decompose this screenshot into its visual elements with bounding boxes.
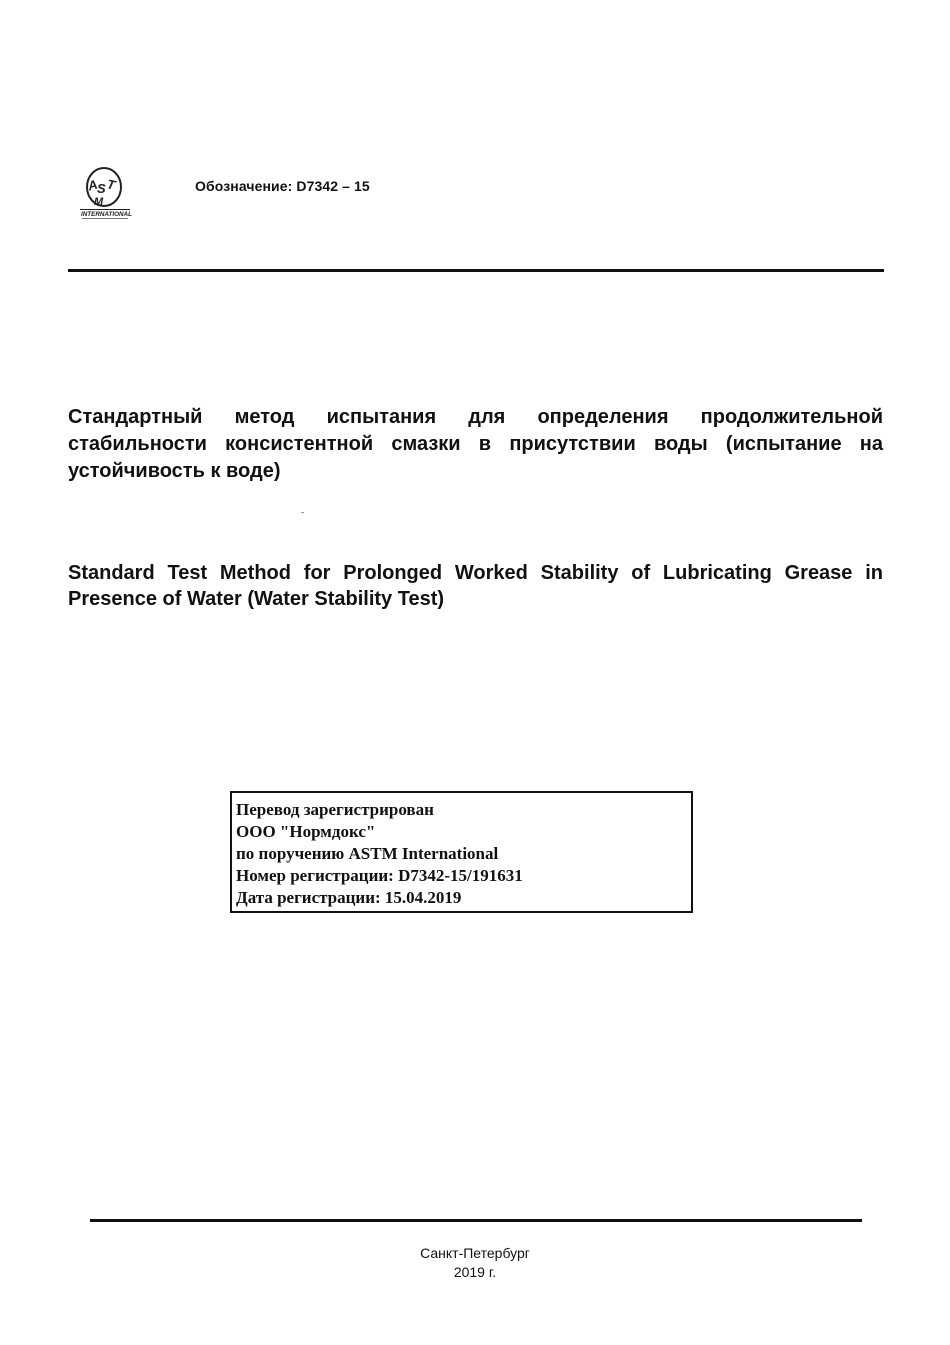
title-english: Standard Test Method for Prolonged Worked Stability of Lubricating Grease in Presence of Water (Water Stability Test) bbox=[68, 562, 883, 610]
header-divider bbox=[68, 269, 884, 272]
footer-divider bbox=[90, 1219, 862, 1222]
svg-text:M: M bbox=[94, 196, 104, 208]
registration-line: Перевод зарегистрирован bbox=[236, 800, 434, 819]
registration-line: ООО "Нормдокс" bbox=[236, 822, 376, 841]
registration-box bbox=[230, 791, 693, 913]
footer-city: Санкт-Петербург bbox=[420, 1245, 530, 1261]
registration-date: Дата регистрации: 15.04.2019 bbox=[236, 888, 462, 907]
svg-text:S: S bbox=[97, 181, 106, 196]
decorative-dot bbox=[301, 512, 304, 513]
svg-text:T: T bbox=[105, 176, 117, 193]
document-designation: Обозначение: D7342 – 15 bbox=[195, 178, 370, 194]
astm-logo-icon bbox=[78, 163, 132, 221]
logo-text: INTERNATIONAL bbox=[81, 211, 132, 218]
svg-text:A: A bbox=[86, 176, 100, 194]
registration-number: Номер регистрации: D7342-15/191631 bbox=[236, 866, 523, 885]
title-russian: Стандартный метод испытания для определения продолжительной стабильности консистентной смазки в присутствии воды (испытание на устойчивость к воде) bbox=[68, 406, 883, 482]
footer-year: 2019 г. bbox=[453, 1264, 497, 1280]
registration-line: по поручению ASTM International bbox=[236, 844, 499, 863]
